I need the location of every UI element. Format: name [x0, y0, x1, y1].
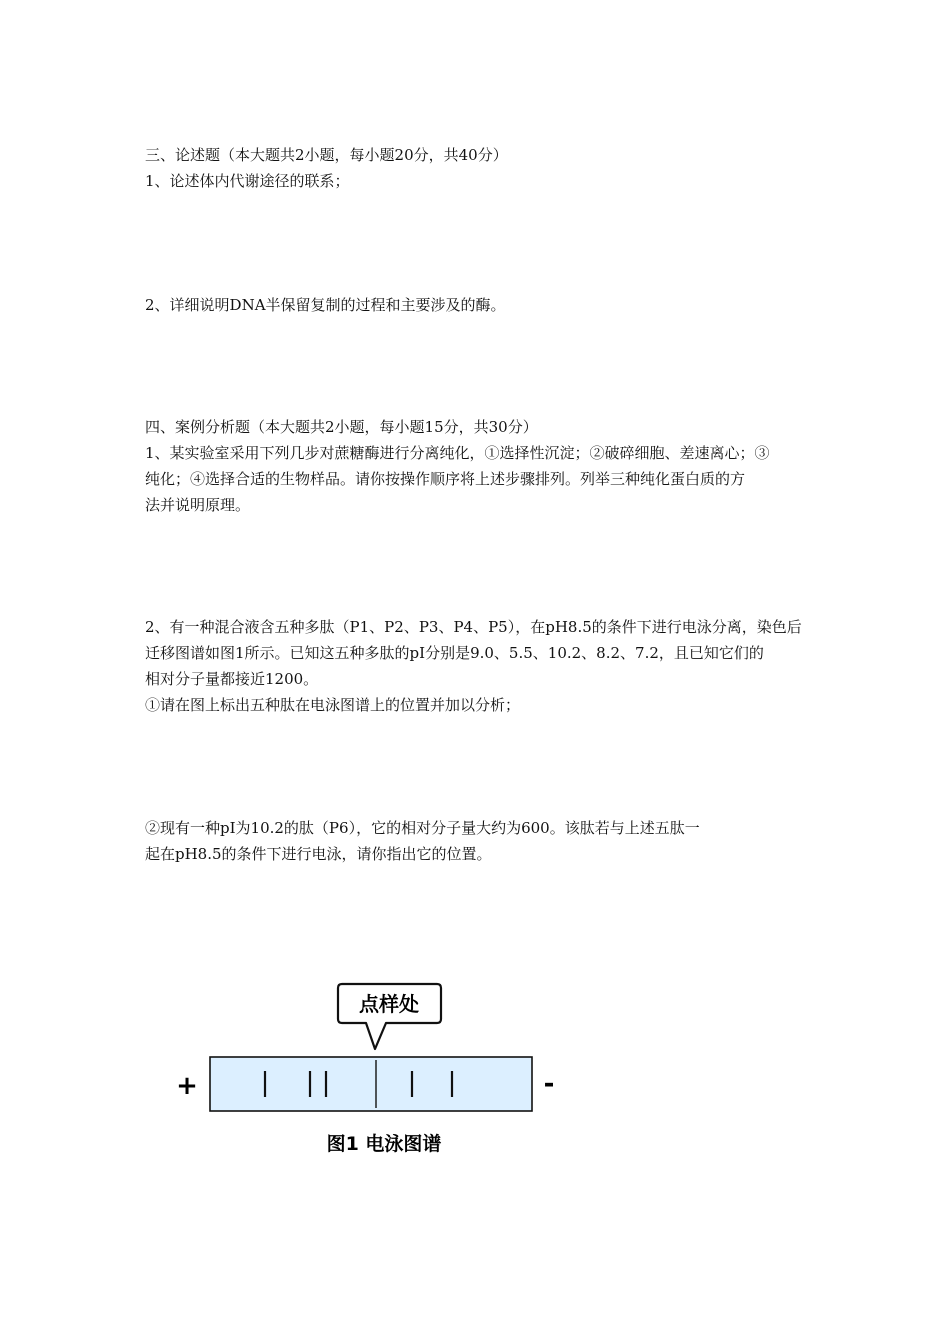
section4-heading: 四、案例分析题（本大题共2小题，每小题15分，共30分）: [145, 418, 538, 436]
section3-heading: 三、论述题（本大题共2小题，每小题20分，共40分）: [145, 146, 508, 164]
electrophoresis-diagram: [170, 975, 590, 1175]
section4-q1-line: 1、某实验室采用下列几步对蔗糖酶进行分离纯化，①选择性沉淀；②破碎细胞、差速离心；③: [145, 444, 770, 462]
anode-plus-sign: +: [176, 1071, 198, 1101]
section4-q1-line: 法并说明原理。: [145, 496, 251, 514]
section4-q2-line: 2、有一种混合液含五种多肽（P1、P2、P3、P4、P5），在pH8.5的条件下进行电泳分离，染色后: [145, 618, 802, 636]
section3-question-1: 1、论述体内代谢途径的联系；: [145, 172, 350, 190]
section4-q2-sub2-line: ②现有一种pI为10.2的肽（P6），它的相对分子量大约为600。该肽若与上述五肽一: [145, 819, 700, 837]
cathode-minus-sign: -: [543, 1069, 555, 1099]
section4-q2-sub1: ①请在图上标出五种肽在电泳图谱上的位置并加以分析；: [145, 696, 521, 714]
gel-strip: [210, 1057, 532, 1111]
electrophoresis-figure: [170, 975, 590, 1175]
section4-q2-line: 迁移图谱如图1所示。已知这五种多肽的pI分别是9.0、5.5、10.2、8.2、7.2，且已知它们的: [145, 644, 764, 662]
section4-q2-line: 相对分子量都接近1200。: [145, 670, 319, 688]
section3-question-2: 2、详细说明DNA半保留复制的过程和主要涉及的酶。: [145, 296, 506, 314]
section4-q1-line: 纯化；④选择合适的生物样品。请你按操作顺序将上述步骤排列。列举三种纯化蛋白质的方: [145, 470, 746, 488]
section4-q2-sub2-line: 起在pH8.5的条件下进行电泳，请你指出它的位置。: [145, 845, 492, 863]
sample-point-label: 点样处: [359, 992, 419, 1016]
figure-caption: 图1 电泳图谱: [326, 1133, 442, 1155]
